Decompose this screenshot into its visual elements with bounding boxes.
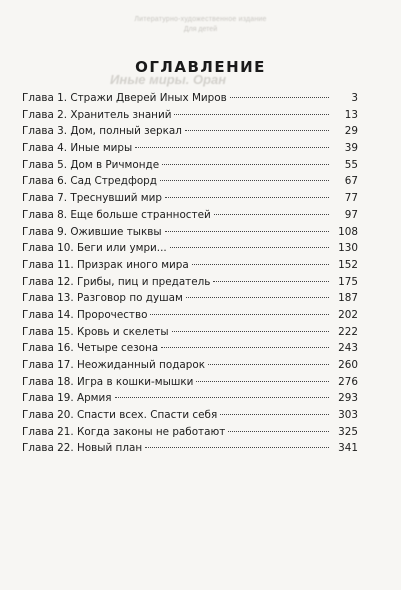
page-number: 152 bbox=[338, 258, 358, 271]
page-number: 55 bbox=[344, 158, 358, 171]
chapter-title: Глава 15. Кровь и скелеты bbox=[22, 325, 169, 338]
page-title: ОГЛАВЛЕНИЕ bbox=[135, 58, 266, 76]
page-number: 77 bbox=[344, 192, 358, 205]
toc-entry bbox=[22, 140, 358, 157]
page-number: 276 bbox=[338, 375, 358, 388]
page-number: 175 bbox=[338, 275, 358, 288]
page-number: 243 bbox=[338, 342, 358, 355]
toc-entry bbox=[22, 440, 358, 457]
chapter-title: Глава 13. Разговор по душам bbox=[22, 292, 183, 305]
dot-leader bbox=[165, 231, 329, 232]
page-number: 303 bbox=[338, 409, 358, 422]
chapter-title: Глава 4. Иные миры bbox=[22, 142, 133, 155]
toc-entry bbox=[22, 407, 358, 424]
page-number: 29 bbox=[344, 125, 358, 138]
toc-entry bbox=[22, 374, 358, 391]
dot-leader bbox=[162, 164, 329, 165]
page-number: 13 bbox=[344, 108, 358, 121]
dot-leader bbox=[172, 331, 329, 332]
table-of-contents bbox=[22, 90, 358, 457]
page-number: 293 bbox=[338, 392, 358, 405]
page-number: 341 bbox=[338, 442, 358, 455]
chapter-title: Глава 11. Призрак иного мира bbox=[22, 258, 189, 271]
toc-entry bbox=[22, 324, 358, 341]
page-number: 97 bbox=[344, 208, 358, 221]
toc-entry bbox=[22, 90, 358, 107]
chapter-title: Глава 20. Спасти всех. Спасти себя bbox=[22, 409, 218, 422]
dot-leader bbox=[161, 347, 329, 348]
chapter-title: Глава 18. Игра в кошки-мышки bbox=[22, 375, 194, 388]
page-number: 260 bbox=[338, 359, 358, 371]
dot-leader bbox=[228, 431, 329, 432]
dot-leader bbox=[185, 130, 329, 131]
page-number: 130 bbox=[338, 242, 358, 255]
dot-leader bbox=[196, 381, 329, 382]
dot-leader bbox=[192, 264, 329, 265]
chapter-title: Глава 5. Дом в Ричмонде bbox=[22, 158, 160, 171]
toc-entry bbox=[22, 340, 358, 357]
chapter-title: Глава 16. Четыре сезона bbox=[22, 342, 159, 355]
toc-entry bbox=[22, 357, 358, 374]
page-number: 108 bbox=[338, 225, 358, 238]
chapter-title: Глава 8. Еще больше странностей bbox=[22, 208, 211, 221]
toc-entry bbox=[22, 257, 358, 274]
chapter-title: Глава 22. Новый план bbox=[22, 442, 143, 455]
dot-leader bbox=[150, 314, 329, 315]
dot-leader bbox=[213, 281, 329, 282]
toc-entry bbox=[22, 107, 358, 124]
chapter-title: Глава 9. Ожившие тыквы bbox=[22, 225, 162, 238]
chapter-title: Глава 10. Беги или умри... bbox=[22, 242, 167, 255]
chapter-title: Глава 6. Сад Стредфорд bbox=[22, 175, 157, 188]
toc-entry bbox=[22, 157, 358, 174]
chapter-title: Глава 17. Неожиданный подарок bbox=[22, 359, 205, 371]
dot-leader bbox=[160, 180, 329, 181]
chapter-title: Глава 7. Треснувший мир bbox=[22, 192, 162, 205]
bleed-through-text: Литературно-художественное издание bbox=[134, 16, 267, 23]
dot-leader bbox=[208, 364, 329, 365]
dot-leader bbox=[145, 447, 329, 448]
toc-entry bbox=[22, 224, 358, 241]
dot-leader bbox=[165, 197, 329, 198]
toc-entry bbox=[22, 424, 358, 441]
chapter-title: Глава 3. Дом, полный зеркал bbox=[22, 125, 182, 138]
page-number: 67 bbox=[344, 175, 358, 188]
chapter-title: Глава 19. Армия bbox=[22, 392, 112, 405]
toc-entry bbox=[22, 307, 358, 324]
toc-entry bbox=[22, 390, 358, 407]
dot-leader bbox=[174, 114, 329, 115]
page-number: 325 bbox=[338, 425, 358, 438]
page-number: 39 bbox=[344, 142, 358, 155]
bleed-through-text: Иные миры. Оран bbox=[110, 72, 227, 87]
chapter-title: Глава 1. Стражи Дверей Иных Миров bbox=[22, 92, 227, 104]
dot-leader bbox=[115, 397, 329, 398]
chapter-title: Глава 14. Пророчество bbox=[22, 308, 148, 321]
toc-entry bbox=[22, 190, 358, 207]
toc-entry bbox=[22, 240, 358, 257]
page-number: 202 bbox=[338, 308, 358, 321]
dot-leader bbox=[214, 214, 329, 215]
toc-entry bbox=[22, 123, 358, 140]
page-number: 187 bbox=[338, 292, 358, 305]
bleed-through-text: Для детей bbox=[183, 26, 218, 33]
dot-leader bbox=[186, 297, 329, 298]
toc-entry bbox=[22, 207, 358, 224]
toc-entry bbox=[22, 290, 358, 307]
chapter-title: Глава 21. Когда законы не работают bbox=[22, 425, 226, 438]
dot-leader bbox=[220, 414, 329, 415]
dot-leader bbox=[230, 97, 329, 98]
chapter-title: Глава 12. Грибы, пиц и предатель bbox=[22, 275, 211, 288]
page-number: 3 bbox=[351, 92, 358, 104]
dot-leader bbox=[135, 147, 329, 148]
toc-entry bbox=[22, 173, 358, 190]
page-number: 222 bbox=[338, 325, 358, 338]
chapter-title: Глава 2. Хранитель знаний bbox=[22, 108, 172, 121]
dot-leader bbox=[170, 247, 329, 248]
toc-entry bbox=[22, 274, 358, 291]
